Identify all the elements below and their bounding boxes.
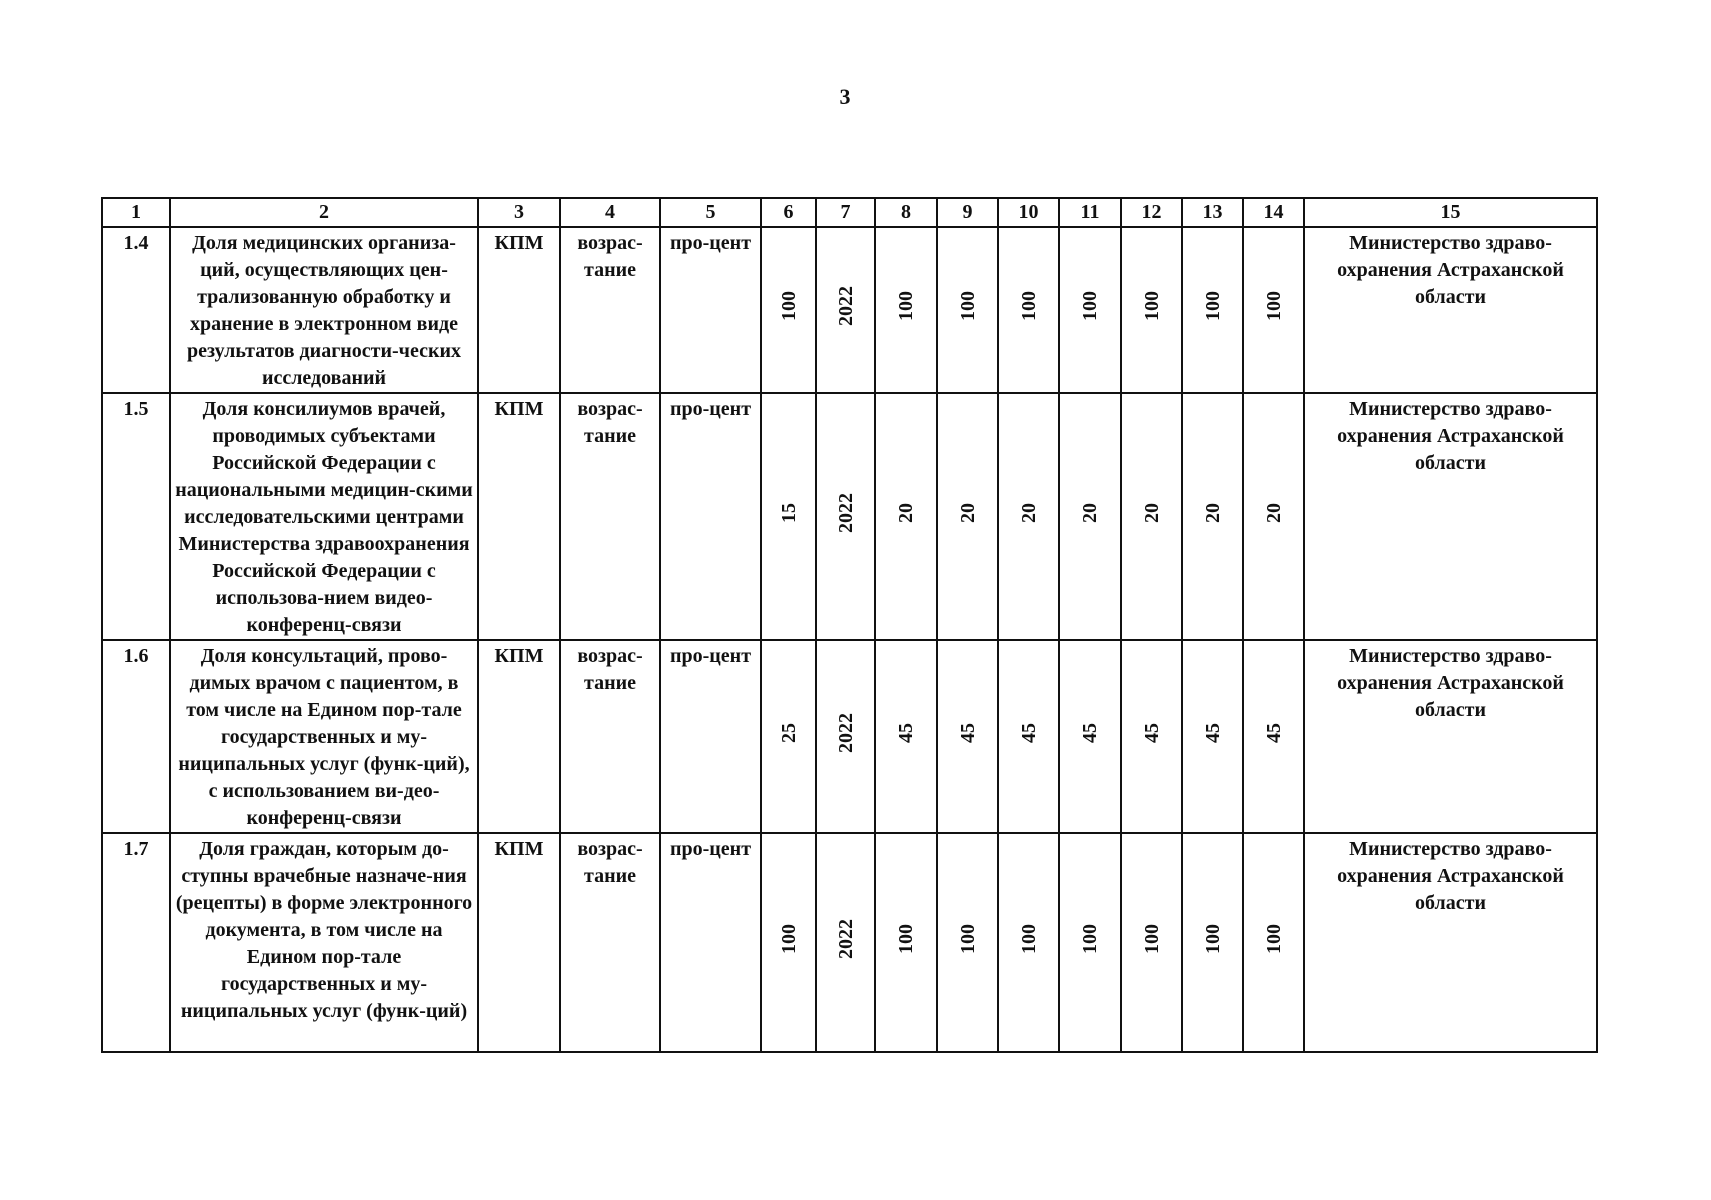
value-cell bbox=[998, 640, 1059, 833]
value-cell bbox=[937, 640, 998, 833]
table-row bbox=[102, 640, 1597, 833]
indicator-name: Доля консилиумов врачей, проводимых субъектами Российской Федерации с национальными медицин-скими исследовательскими центрами Министерства здравоохранения Российской Федерации с использова-нием видео-конференц-связи bbox=[170, 393, 478, 640]
header-cell: 2 bbox=[170, 198, 478, 227]
value: 45 bbox=[956, 722, 979, 743]
header-cell: 14 bbox=[1243, 198, 1304, 227]
base-value: 25 bbox=[777, 722, 800, 743]
base-value-cell bbox=[761, 393, 816, 640]
table-row bbox=[102, 833, 1597, 1052]
indicators-table bbox=[101, 197, 1598, 1053]
value: 100 bbox=[1262, 291, 1285, 321]
value: 20 bbox=[1262, 502, 1285, 523]
base-value-cell bbox=[761, 833, 816, 1052]
base-year-cell bbox=[816, 833, 875, 1052]
header-cell: 1 bbox=[102, 198, 170, 227]
value-cell bbox=[937, 833, 998, 1052]
value: 100 bbox=[956, 291, 979, 321]
value: 45 bbox=[895, 722, 917, 743]
value-cell bbox=[1059, 640, 1121, 833]
header-cell: 12 bbox=[1121, 198, 1182, 227]
value-cell bbox=[1059, 833, 1121, 1052]
indicator-type: КПМ bbox=[478, 393, 560, 640]
value-cell bbox=[1121, 227, 1182, 393]
value-cell bbox=[998, 833, 1059, 1052]
indicator-direction: возрас-тание bbox=[560, 640, 660, 833]
value-cell bbox=[1182, 227, 1243, 393]
base-year: 2022 bbox=[834, 492, 857, 533]
header-cell: 15 bbox=[1304, 198, 1597, 227]
value-cell bbox=[875, 393, 937, 640]
base-value: 100 bbox=[777, 923, 800, 954]
indicator-type: КПМ bbox=[478, 833, 560, 1052]
value: 100 bbox=[1017, 291, 1040, 321]
header-cell: 10 bbox=[998, 198, 1059, 227]
base-year-cell bbox=[816, 640, 875, 833]
indicator-name: Доля медицинских организа-ций, осуществляющих цен-трализованную обработку и хранение в электронном виде результатов диагности-ческих исследований bbox=[170, 227, 478, 393]
value: 100 bbox=[1079, 923, 1101, 954]
base-value: 100 bbox=[777, 291, 800, 321]
header-cell: 11 bbox=[1059, 198, 1121, 227]
value: 45 bbox=[1201, 722, 1224, 743]
indicator-unit: про-цент bbox=[660, 833, 761, 1052]
indicator-direction: возрас-тание bbox=[560, 227, 660, 393]
value-cell bbox=[1059, 227, 1121, 393]
value: 100 bbox=[1079, 291, 1101, 321]
value-cell bbox=[1243, 833, 1304, 1052]
indicator-direction: возрас-тание bbox=[560, 393, 660, 640]
header-cell: 9 bbox=[937, 198, 998, 227]
value: 100 bbox=[895, 923, 917, 954]
value: 100 bbox=[1017, 923, 1040, 954]
value: 20 bbox=[1201, 502, 1224, 523]
value-cell bbox=[1121, 833, 1182, 1052]
value-cell bbox=[1121, 393, 1182, 640]
value-cell bbox=[1243, 227, 1304, 393]
value-cell bbox=[998, 393, 1059, 640]
base-year-cell bbox=[816, 393, 875, 640]
header-row bbox=[102, 198, 1597, 227]
row-number: 1.5 bbox=[102, 393, 170, 640]
value-cell bbox=[1182, 833, 1243, 1052]
value-cell bbox=[1121, 640, 1182, 833]
value-cell bbox=[1243, 640, 1304, 833]
base-year: 2022 bbox=[834, 286, 857, 326]
value: 100 bbox=[956, 923, 979, 954]
value: 20 bbox=[1140, 502, 1163, 523]
indicator-type: КПМ bbox=[478, 640, 560, 833]
value-cell bbox=[1243, 393, 1304, 640]
responsible-body: Министерство здраво-охранения Астраханской области bbox=[1304, 833, 1597, 1052]
indicator-name: Доля граждан, которым до-ступны врачебные назначе-ния (рецепты) в форме электронного документа, в том числе на Едином пор-тале государственных и му-ниципальных услуг (функ-ций) bbox=[170, 833, 478, 1052]
value-cell bbox=[875, 227, 937, 393]
value: 100 bbox=[1140, 291, 1163, 321]
row-number: 1.4 bbox=[102, 227, 170, 393]
value: 100 bbox=[895, 291, 917, 321]
indicator-unit: про-цент bbox=[660, 393, 761, 640]
responsible-body: Министерство здраво-охранения Астраханской области bbox=[1304, 640, 1597, 833]
base-value-cell bbox=[761, 227, 816, 393]
value: 20 bbox=[895, 502, 917, 523]
header-cell: 3 bbox=[478, 198, 560, 227]
value-cell bbox=[875, 833, 937, 1052]
value-cell bbox=[1182, 640, 1243, 833]
table-row bbox=[102, 227, 1597, 393]
value-cell bbox=[937, 393, 998, 640]
value: 45 bbox=[1017, 722, 1040, 743]
header-cell: 8 bbox=[875, 198, 937, 227]
indicator-unit: про-цент bbox=[660, 227, 761, 393]
value-cell bbox=[998, 227, 1059, 393]
value-cell bbox=[1182, 393, 1243, 640]
header-cell: 4 bbox=[560, 198, 660, 227]
header-cell: 7 bbox=[816, 198, 875, 227]
value: 100 bbox=[1201, 923, 1224, 954]
header-cell: 13 bbox=[1182, 198, 1243, 227]
page-number: 3 bbox=[839, 84, 851, 109]
responsible-body: Министерство здраво-охранения Астраханской области bbox=[1304, 393, 1597, 640]
value: 45 bbox=[1262, 722, 1285, 743]
base-year: 2022 bbox=[834, 918, 857, 959]
base-year: 2022 bbox=[834, 712, 857, 753]
row-number: 1.7 bbox=[102, 833, 170, 1052]
base-value: 15 bbox=[777, 502, 800, 523]
header-cell: 5 bbox=[660, 198, 761, 227]
value-cell bbox=[937, 227, 998, 393]
row-number: 1.6 bbox=[102, 640, 170, 833]
base-year-cell bbox=[816, 227, 875, 393]
responsible-body: Министерство здраво-охранения Астраханской области bbox=[1304, 227, 1597, 393]
value: 45 bbox=[1140, 722, 1163, 743]
table-row bbox=[102, 393, 1597, 640]
value: 45 bbox=[1079, 722, 1101, 743]
indicator-unit: про-цент bbox=[660, 640, 761, 833]
value: 20 bbox=[956, 502, 979, 523]
value: 20 bbox=[1017, 502, 1040, 523]
indicator-direction: возрас-тание bbox=[560, 833, 660, 1052]
value: 100 bbox=[1140, 923, 1163, 954]
header-cell: 6 bbox=[761, 198, 816, 227]
indicator-name: Доля консультаций, прово-димых врачом с пациентом, в том числе на Едином пор-тале государственных и му-ниципальных услуг (функ-ций), с использованием ви-део-конференц-связи bbox=[170, 640, 478, 833]
value: 100 bbox=[1262, 923, 1285, 954]
value-cell bbox=[1059, 393, 1121, 640]
value: 100 bbox=[1201, 291, 1224, 321]
base-value-cell bbox=[761, 640, 816, 833]
indicator-type: КПМ bbox=[478, 227, 560, 393]
value: 20 bbox=[1079, 502, 1101, 523]
value-cell bbox=[875, 640, 937, 833]
